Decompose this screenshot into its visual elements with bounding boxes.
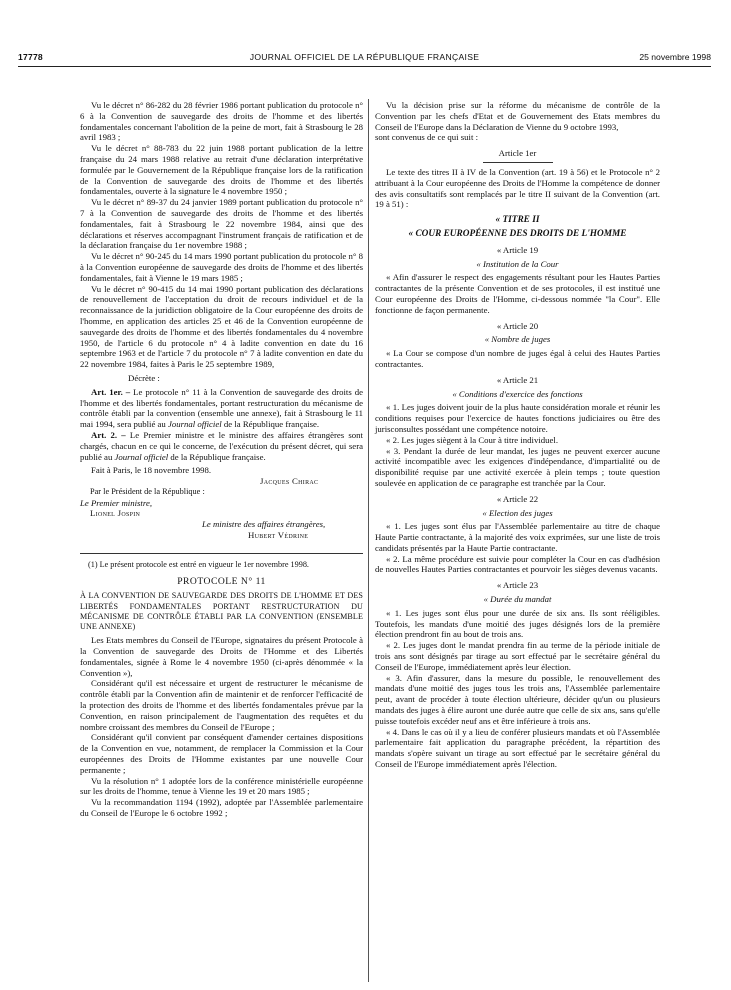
- article-23-paragraph: « 1. Les juges sont élus pour une durée de six ans. Ils sont rééligibles. Toutefois, les mandats d'une moitié des juges désignés lors de la première élection prendront fin au bout de trois ans.: [375, 607, 660, 640]
- preamble-paragraph: Considérant qu'il est nécessaire et urgent de restructurer le mécanisme de contrôle établi par la Convention afin de maintenir et de renforcer l'efficacité de la protection des droits de l'homme et des libertés fondamentales prévue par la Convention, en raison principalement de l'augmentation des requêtes et du nombre croissant des membres du Conseil de l'Europe ;: [80, 678, 363, 732]
- premier-ministre-title: Le Premier ministre,: [80, 497, 153, 508]
- signature-premier-ministre: Lionel Jospin: [90, 508, 141, 519]
- article-22-paragraph: « 1. Les juges sont élus par l'Assemblée parlementaire au titre de chaque Haute Partie contractante, à la majorité des voix exprimées, sur une liste de trois candidats présentés par la Haute Partie contractante.: [375, 521, 660, 553]
- signature-president: Jacques Chirac: [260, 476, 319, 487]
- visa-paragraph: Vu le décret n° 88-783 du 22 juin 1988 portant publication de la lettre française du 24 mars 1988 relative au retrait d'une déclaration interprétative formulée par le Gouvernement de la République française lors de la ratification de la Convention de sauvegarde des droits de l'homme et des libertés fondamentales, ouverte à la signature le 4 novembre 1950 ;: [80, 143, 363, 197]
- article-20-text: « La Cour se compose d'un nombre de juges égal à celui des Hautes Parties contractantes.: [375, 348, 660, 369]
- article-2-text: Le Premier ministre et le ministre des affaires étrangères sont chargés, chacun en ce qui le concerne, de l'exécution du présent décret, qui sera publié au: [80, 429, 363, 462]
- article-20-title: « Nombre de juges: [484, 334, 551, 345]
- preamble-paragraph: Vu la décision prise sur la réforme du mécanisme de contrôle de la Convention par les chefs d'Etat et de Gouvernement des Etats membres du Conseil de l'Europe dans la Déclaration de Vienne du 9 octobre 1993,: [375, 100, 660, 132]
- article-23-paragraph: « 2. Les juges dont le mandat prendra fin au terme de la période initiale de trois ans sont désignés par tirage au sort effectué par le secrétaire général du Conseil de l'Europe, immédiatement après leur élection.: [375, 640, 660, 672]
- footnote: (1) Le présent protocole est entré en vigueur le 1er novembre 1998.: [88, 559, 309, 569]
- article-21-paragraph: « 1. Les juges doivent jouir de la plus haute considération morale et réunir les conditions requises pour l'exercice de hautes fonctions judiciaires ou être des jurisconsultes possédant une compétence notoire.: [375, 402, 660, 434]
- article-1-text: Le protocole n° 11 à la Convention de sauvegarde des droits de l'homme et des libertés fondamentales, portant restructuration du mécanisme de contrôle établi par la convention (ensemble une annexe), fait à Strasbourg le 11 mai 1994, sera publié au: [80, 386, 363, 430]
- fait-a-paris: Fait à Paris, le 18 novembre 1998.: [91, 465, 212, 476]
- article-23-paragraph: « 4. Dans le cas où il y a lieu de conférer plusieurs mandats et où l'Assemblée parlementaire fait application du paragraphe précédent, la répartition des mandats s'opère suivant un tirage au sort effectué par le secrétaire général du Conseil de l'Europe immédiatement après l'élection.: [375, 726, 660, 770]
- visa-paragraph: Vu le décret n° 89-37 du 24 janvier 1989 portant publication du protocole n° 7 à la Convention de sauvegarde des droits de l'homme et des libertés fondamentales, fait à Strasbourg le 22 novembre 1984, ainsi que des déclarations et réserves accompagnant l'instrument français de ratification et de la déclaration française du 1er novembre 1988 ;: [80, 197, 363, 251]
- article-19-title: « Institution de la Cour: [476, 258, 559, 269]
- article-19-heading: « Article 19: [496, 244, 539, 255]
- article-1-text-end: de la République française.: [221, 419, 320, 430]
- article-23-title: « Durée du mandat: [483, 594, 552, 605]
- article-21-paragraph: « 2. Les juges siègent à la Cour à titre individuel.: [386, 434, 559, 445]
- signature-ministre-ae: Hubert Védrine: [248, 530, 309, 541]
- agreement-line: sont convenus de ce qui suit :: [375, 132, 479, 143]
- right-column: [375, 100, 660, 770]
- journal-officiel-mention: Journal officiel: [114, 451, 169, 462]
- visa-paragraph: Vu le décret n° 86-282 du 28 février 1986 portant publication du protocole n° 6 à la Convention de sauvegarde des droits de l'homme et des libertés fondamentales concernant l'abolition de la peine de mort, fait à Strasbourg le 28 avril 1983 ;: [80, 100, 363, 143]
- header-rule: [18, 66, 711, 67]
- protocole-subtitle: À LA CONVENTION DE SAUVEGARDE DES DROITS DE L'HOMME ET DES LIBERTÉS FONDAMENTALES PORTANT RESTRUCTURATION DU MÉCANISME DE CONTRÔLE ÉTABLI PAR LA CONVENTION (ENSEMBLE UNE ANNEXE): [80, 591, 363, 632]
- article-1-label: Art. 1er. –: [91, 386, 131, 397]
- article-1-heading: Article 1er: [498, 148, 537, 159]
- preamble-paragraph: Les Etats membres du Conseil de l'Europe, signataires du présent Protocole à la Convention de sauvegarde des Droits de l'Homme et des Libertés fondamentales, signée à Rome le 4 novembre 1950 (ci-après dénommée « la Convention »),: [80, 635, 363, 678]
- titre-ii-heading: « TITRE II: [495, 215, 540, 226]
- article-22-heading: « Article 22: [496, 493, 539, 504]
- page-header: [18, 52, 711, 66]
- article-1-paragraph: [80, 387, 363, 430]
- column-divider: [368, 99, 369, 982]
- par-le-president: Par le Président de la République :: [90, 486, 205, 496]
- article-2-paragraph: [80, 430, 363, 462]
- article-23-paragraph: « 3. Afin d'assurer, dans la mesure du possible, le renouvellement des mandats d'une moitié des juges tous les trois ans, l'Assemblée parlementaire peut, avant de procéder à toute élection ultérieure, décider qu'un ou plusieurs mandats des juges à élire auront une durée autre que celle de six ans, sans qu'elle puisse toutefois excéder neuf ans et être inférieure à trois ans.: [375, 672, 660, 726]
- preamble-paragraph: Vu la recommandation 1194 (1992), adoptée par l'Assemblée parlementaire du Conseil de l'Europe le 6 octobre 1992 ;: [80, 797, 363, 819]
- preamble-paragraph: Considérant qu'il convient par conséquent d'amender certaines dispositions de la Convention en vue, notamment, de remplacer la Commission et la Cour européennes des Droits de l'Homme existantes par une nouvelle Cour permanente ;: [80, 732, 363, 775]
- article-20-heading: « Article 20: [496, 320, 539, 331]
- article-1-text: Le texte des titres II à IV de la Convention (art. 19 à 56) et le Protocole n° 2 attribuant à la Cour européenne des Droits de l'Homme la compétence de donner des avis consultatifs sont remplacés par le titre II suivant de la Convention (art. 19 à 51) :: [375, 166, 660, 210]
- article-2-label: Art. 2. –: [91, 429, 126, 440]
- article-23-heading: « Article 23: [496, 580, 539, 591]
- protocole-title: PROTOCOLE N° 11: [177, 575, 266, 587]
- journal-title: JOURNAL OFFICIEL DE LA RÉPUBLIQUE FRANÇAISE: [249, 52, 480, 62]
- visa-paragraph: Vu le décret n° 90-245 du 14 mars 1990 portant publication du protocole n° 8 à la Convention européenne de sauvegarde des droits de l'homme et des libertés fondamentales, fait à Vienne le 19 mars 1985 ;: [80, 251, 363, 283]
- journal-officiel-mention: Journal officiel: [167, 419, 222, 430]
- page-number: 17778: [18, 52, 43, 62]
- ministre-ae-title: Le ministre des affaires étrangères,: [202, 519, 326, 530]
- article-22-paragraph: « 2. La même procédure est suivie pour compléter la Cour en cas d'adhésion de nouvelles Hautes Parties contractantes et pourvoir les sièges devenus vacants.: [375, 553, 660, 575]
- decrete-label: Décrète :: [128, 372, 160, 383]
- article-22-title: « Election des juges: [482, 507, 553, 518]
- preamble-paragraph: Vu la résolution n° 1 adoptée lors de la conférence ministérielle européenne sur les droits de l'homme, tenue à Vienne les 19 et 20 mars 1985 ;: [80, 775, 363, 797]
- article-21-heading: « Article 21: [496, 374, 539, 385]
- article-2-text-end: de la République française.: [168, 451, 266, 462]
- heading-rule: [483, 162, 553, 163]
- issue-date: 25 novembre 1998: [639, 52, 711, 62]
- visa-paragraph: Vu le décret n° 90-415 du 14 mai 1990 portant publication des déclarations de renouvellement de l'acceptation du droit de recours individuel et de la reconnaissance de la juridiction obligatoire de la Cour européenne des droits de l'homme, en application des articles 25 et 46 de la Convention européenne de sauvegarde des droits de l'homme et des libertés fondamentales du 4 novembre 1950, de l'article 6 du protocole n° 4 à ladite convention en date du 16 septembre 1963 et de l'article 7 du protocole n° 7 à ladite convention en date du 22 novembre 1984, faites à Paris le 25 septembre 1989,: [80, 283, 363, 370]
- footnote-separator: [80, 553, 363, 554]
- left-column: [80, 100, 363, 819]
- titre-ii-name: « COUR EUROPÉENNE DES DROITS DE L'HOMME: [408, 228, 627, 239]
- article-21-paragraph: « 3. Pendant la durée de leur mandat, les juges ne peuvent exercer aucune activité incompatible avec les exigences d'indépendance, d'impartialité ou de disponibilité requise par une activité exercée à plein temps ; toute question soulevée en application de ce paragraphe est tranchée par la Cour.: [375, 445, 660, 488]
- article-19-text: « Afin d'assurer le respect des engagements résultant pour les Hautes Parties contractantes de la présente Convention et de ses protocoles, il est institué une Cour européenne des Droits de l'Homme, ci-dessous nommée "la Cour". Elle fonctionne de façon permanente.: [375, 272, 660, 315]
- article-21-title: « Conditions d'exercice des fonctions: [452, 388, 583, 399]
